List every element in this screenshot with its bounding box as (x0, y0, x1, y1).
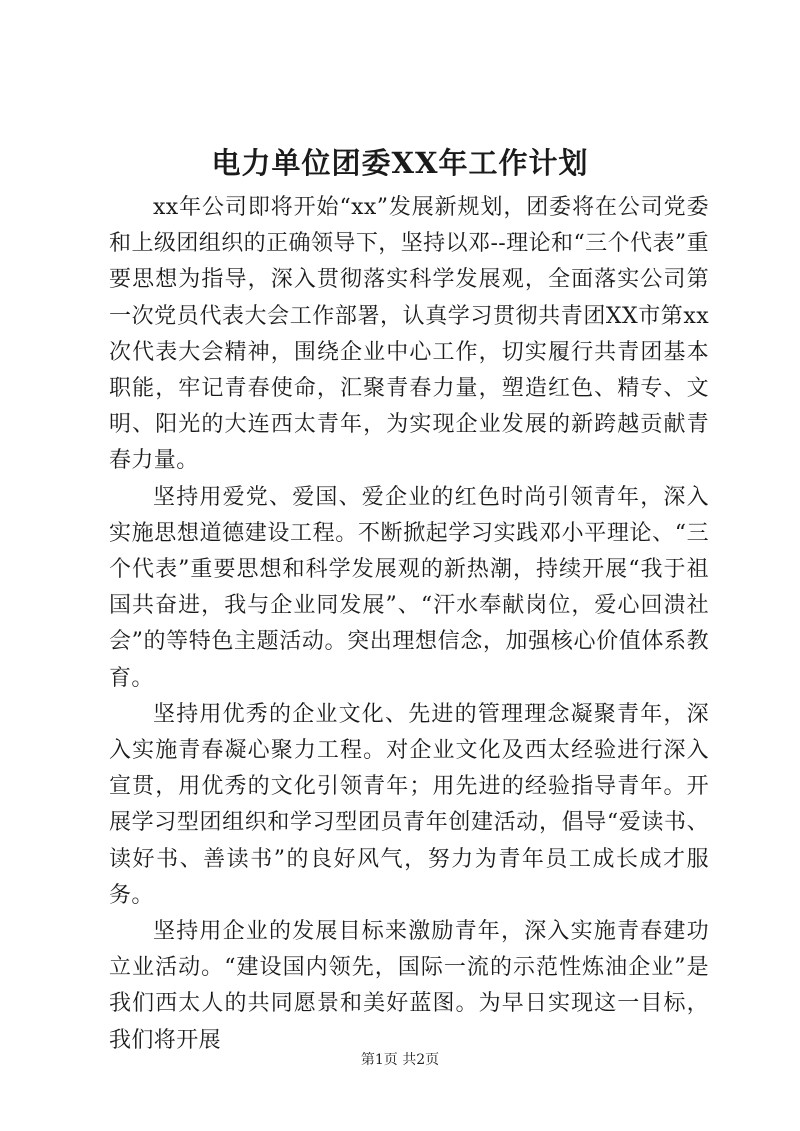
document-body (109, 190, 709, 1059)
paragraph: 坚持用爱党、爱国、爱企业的红色时尚引领青年，深入实施思想道德建设工程。不断掀起学习实践邓小平理论、“三个代表”重要思想和科学发展观的新热潮，持续开展“我于祖国共奋进，我与企业同发展”、“汗水奉献岗位，爱心回溃社会”的等特色主题活动。突出理想信念，加强核心价值体系教育。 (109, 484, 709, 691)
paragraph: 坚持用优秀的企业文化、先进的管理理念凝聚青年，深入实施青春凝心聚力工程。对企业文化及西太经验进行深入宣贯，用优秀的文化引领青年；用先进的经验指导青年。开展学习型团组织和学习型团员青年创建活动，倡导“爱读书、读好书、善读书”的良好风气，努力为青年员工成长成才服务。 (109, 701, 709, 908)
page-footer: 第1页 共2页 (360, 1052, 440, 1068)
paragraph: xx年公司即将开始“xx”发展新规划，团委将在公司党委和上级团组织的正确领导下，坚持以邓--理论和“三个代表”重要思想为指导，深入贯彻落实科学发展观，全面落实公司第一次党员代表大会工作部署，认真学习贯彻共青团XX市第xx次代表大会精神，围绕企业中心工作，切实履行共青团基本职能，牢记青春使命，汇聚青春力量，塑造红色、精专、文明、阳光的大连西太青年，为实现企业发展的新跨越贡献青春力量。 (109, 195, 709, 474)
document-title: 电力单位团委XX年工作计划 (211, 146, 589, 180)
paragraph: 坚持用企业的发展目标来激励青年，深入实施青春建功立业活动。“建设国内领先，国际一流的示范性炼油企业”是我们西太人的共同愿景和美好蓝图。为早日实现这一目标，我们将开展 (109, 919, 709, 1053)
